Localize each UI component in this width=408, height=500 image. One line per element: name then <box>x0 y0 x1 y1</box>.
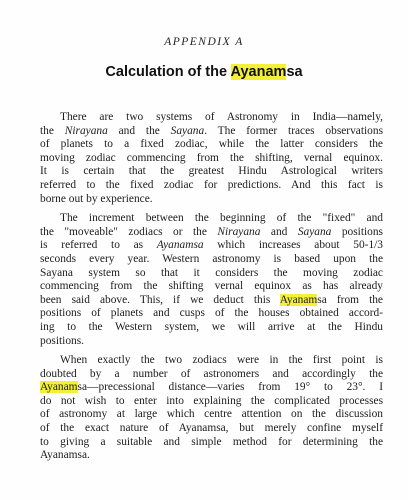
text-line: It is certain that the greatest Hindu Astrological writers <box>40 165 383 178</box>
text-line: positions. <box>40 334 84 347</box>
search-highlight: Ayanam <box>40 381 78 394</box>
term-nirayana: Nirayana <box>217 225 261 238</box>
text-line: commencing from the shifting vernal equinox as has already <box>40 280 383 293</box>
chapter-title-prefix: Calculation of the <box>105 64 231 80</box>
paragraph-2 <box>40 212 383 348</box>
text-line: is referred to as Ayanamsa which increases about 50-1/3 <box>40 239 383 252</box>
term-sayana: Sayana <box>297 225 332 238</box>
text-line: positions of planets and cusps of the houses obtained accord- <box>40 307 383 320</box>
paragraph-1 <box>40 111 383 206</box>
text-line: The increment between the beginning of the "fixed" and <box>60 212 383 225</box>
search-highlight: Ayanam <box>279 293 318 306</box>
text-line: of the exact nature of Ayanamsa, but merely confine myself <box>40 422 383 435</box>
text-line: Sayana system so that it considers the moving zodiac <box>40 266 383 279</box>
text-line: been said above. This, if we deduct this Ayanamsa from the <box>40 293 383 306</box>
text-line: of planets to a fixed zodiac, while the latter considers the <box>40 138 383 151</box>
text-line: There are two systems of Astronomy in India—namely, <box>60 111 383 123</box>
text-line: referred to the fixed zodiac for predictions. And this fact is <box>40 178 383 191</box>
text-line: Ayanamsa—precessional distance—varies from 19° to 23°. I <box>40 381 383 394</box>
text-line: Ayanamsa. <box>40 449 90 462</box>
text-line: borne out by experience. <box>40 192 153 205</box>
text-line: of astronomy at large which centre attention on the discussion <box>40 408 383 421</box>
text-line: ing to the Western system, we will arrive at the Hindu <box>40 320 383 333</box>
term-nirayana: Nirayana <box>64 124 108 137</box>
word-suffix: sa <box>77 381 88 394</box>
text-line: to giving a suitable and simple method for determining the <box>40 435 383 448</box>
paragraph-3 <box>40 354 383 463</box>
text-line: When exactly the two zodiacs were in the first point is <box>60 354 383 367</box>
chapter-title <box>0 64 408 80</box>
chapter-title-suffix: sa <box>286 64 303 80</box>
text-line: do not wish to enter into explaining the complicated processes <box>40 394 383 407</box>
text-line: moving zodiac commencing from the shifting, vernal equinox. <box>40 151 383 164</box>
term-sayana: Sayana <box>170 124 205 137</box>
text-line: seconds every year. Western astronomy is based upon the <box>40 252 383 265</box>
word-suffix: sa <box>317 293 327 306</box>
body-text <box>40 111 383 463</box>
text-line: the Nirayana and the Sayana. The former traces observations <box>40 124 383 137</box>
appendix-label: APPENDIX A <box>164 36 244 48</box>
text-line: doubted by a number of astronomers and accordingly the <box>40 367 383 380</box>
text-line: the "moveable" zodiacs or the Nirayana and Sayana positions <box>40 225 383 238</box>
term-ayanamsa: Ayanamsa <box>156 239 204 252</box>
search-highlight: Ayanam <box>230 64 287 80</box>
